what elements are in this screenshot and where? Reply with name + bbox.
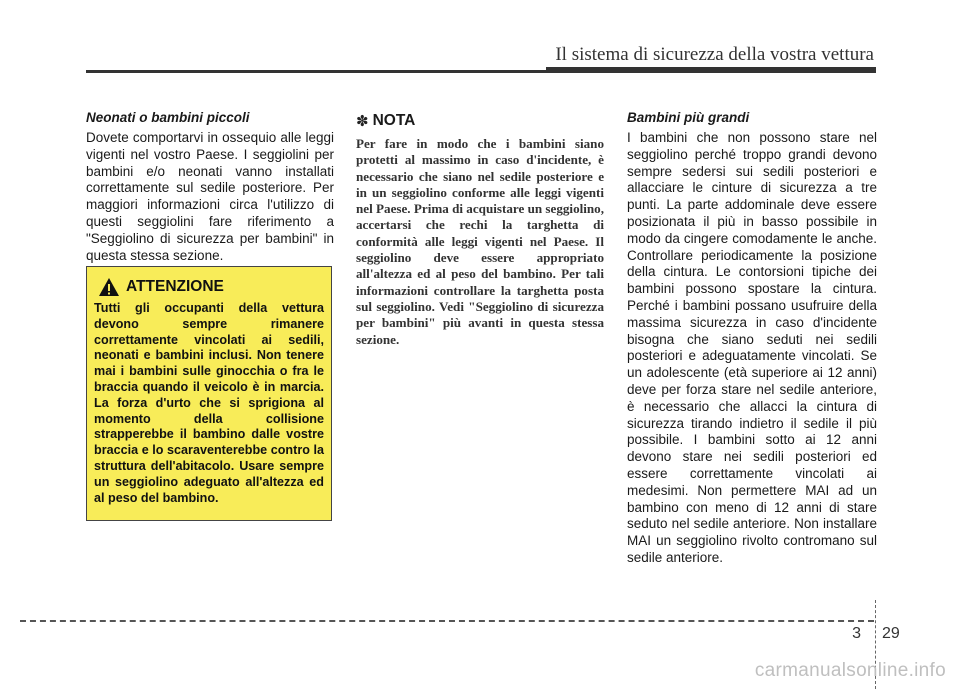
left-body: Dovete comportarvi in ossequio alle leggi vigenti nel vostro Paese. I seggiolini per bambini e/o neonati vanno installati correttamente sul sedile posteriore. Per maggiori informazioni circa l'utilizzo di questi seggiolini fare riferimento a "Seggiolino di sicurezza per bambini" in questa stessa sezione. [86, 130, 334, 263]
watermark: carmanualsonline.info [754, 660, 946, 681]
footer-rule [20, 620, 874, 622]
warning-title: ATTENZIONE [126, 278, 224, 295]
warning-text: Tutti gli occupanti della vettura devono sempre rimanere correttamente vincolati ai sedili, neonati e bambini inclusi. Non tenere mai i bambini sulle ginocchia o fra le braccia quando il veicolo è in marcia. La forza d'urto che si sprigiona al momento della collisione strapperebbe il bambino dalle vostre braccia e lo scaraventerebbe contro la struttura dell'abitacolo. Usare sempre un seggiolino adeguato all'altezza ed al peso del bambino. [94, 301, 324, 505]
warning-box [86, 266, 332, 521]
note-header [356, 112, 604, 130]
left-heading: Neonati o bambini piccoli [86, 110, 250, 125]
right-column [627, 110, 877, 567]
right-body: I bambini che non possono stare nel seggiolino perché troppo grandi devono sempre sedersi sui sedili posteriori e allacciare le cinture di sicurezza a tre punti. La parte addominale deve essere posizionata il più in basso possibile in modo da cingere comodamente le anche. Controllare periodicamente la posizione della cintura. Le contorsioni tipiche dei bambini possono spostare la cintura. Perché i bambini possano usufruire della massima sicurezza in caso d'incidente bisogna che siano seduti nei sedili posteriori e adeguatamente vincolati. Se un adolescente (età superiore ai 12 anni) deve per forza stare nel sedile anteriore, è necessario che allacci la cintura di sicurezza tirando indietro il sedile il più possibile. I bambini sotto ai 12 anni devono stare nei sedili posteriori ed essere correttamente vincolati ai medesimi. Non permettere MAI ad un bambino con meno di 12 anni di stare seduto nel sedile anteriore. Non installare MAI un seggiolino rivolto contromano sul sedile anteriore. [627, 130, 877, 565]
middle-column [356, 110, 604, 348]
page-number: 29 [882, 625, 900, 642]
section-number: 3 [852, 625, 861, 642]
asterisk-icon: ✽ [356, 113, 369, 130]
left-column [86, 110, 334, 264]
note-text: Per fare in modo che i bambini siano protetti al massimo in caso d'incidente, è necessario che siano nel sedile posteriore e in un seggiolino conforme alle leggi vigenti nel Paese. Prima di acquistare un seggiolino, accertarsi che rechi la targhetta di conformità alle leggi vigenti nel Paese. Il seggiolino deve essere appropriato all'altezza ed al peso del bambino. Per tali informazioni controllare la targhetta posta sul seggiolino. Vedi "Seggiolino di sicurezza per bambini" più avanti in questa stessa sezione. [356, 136, 604, 347]
section-title: Il sistema di sicurezza della vostra vettura [555, 44, 874, 65]
warning-triangle-icon [98, 277, 120, 297]
right-heading: Bambini più grandi [627, 110, 750, 125]
note-title: NOTA [372, 112, 416, 129]
header-rule [86, 70, 876, 73]
warning-header [94, 277, 324, 297]
